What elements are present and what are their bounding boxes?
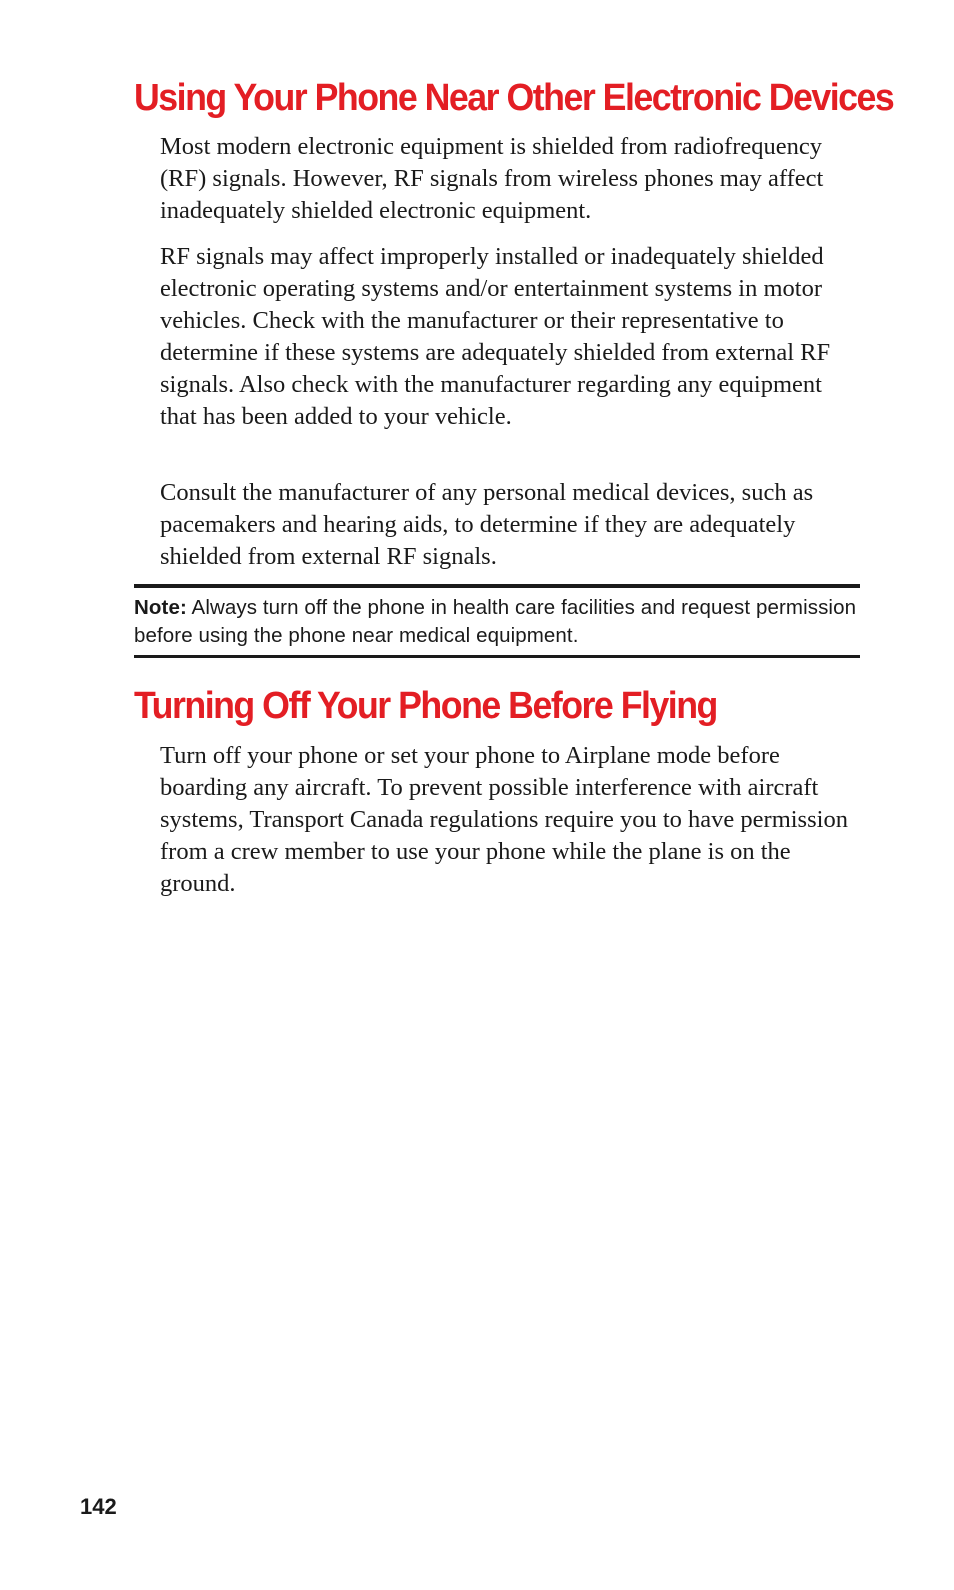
section-heading-electronic-devices: Using Your Phone Near Other Electronic Devices <box>134 77 894 119</box>
section-heading-flying: Turning Off Your Phone Before Flying <box>134 685 717 727</box>
paragraph-shielding: Most modern electronic equipment is shielded from radiofrequency (RF) signals. However, RF signals from wireless phones may affect inadequately shielded electronic equipment. <box>160 133 824 224</box>
note-label: Note: <box>134 596 187 619</box>
note-box <box>134 584 860 658</box>
paragraph-medical-devices: Consult the manufacturer of any personal medical devices, such as pacemakers and hearing aids, to determine if they are adequately shielded from external RF signals. <box>160 479 814 570</box>
paragraph-airplane-mode: Turn off your phone or set your phone to Airplane mode before boarding any aircraft. To prevent possible interference with aircraft systems, Transport Canada regulations require you to have permission from a crew member to use your phone while the plane is on the ground. <box>160 742 848 897</box>
note-text: Always turn off the phone in health care facilities and request permission before using the phone near medical equipment. <box>134 596 857 647</box>
page-number: 142 <box>80 1494 117 1519</box>
paragraph-motor-vehicles: RF signals may affect improperly installed or inadequately shielded electronic operating systems and/or entertainment systems in motor vehicles. Check with the manufacturer or their representative to determine if these systems are adequately shielded from external RF signals. Also check with the manufacturer regarding any equipment that has been added to your vehicle. <box>160 243 831 430</box>
